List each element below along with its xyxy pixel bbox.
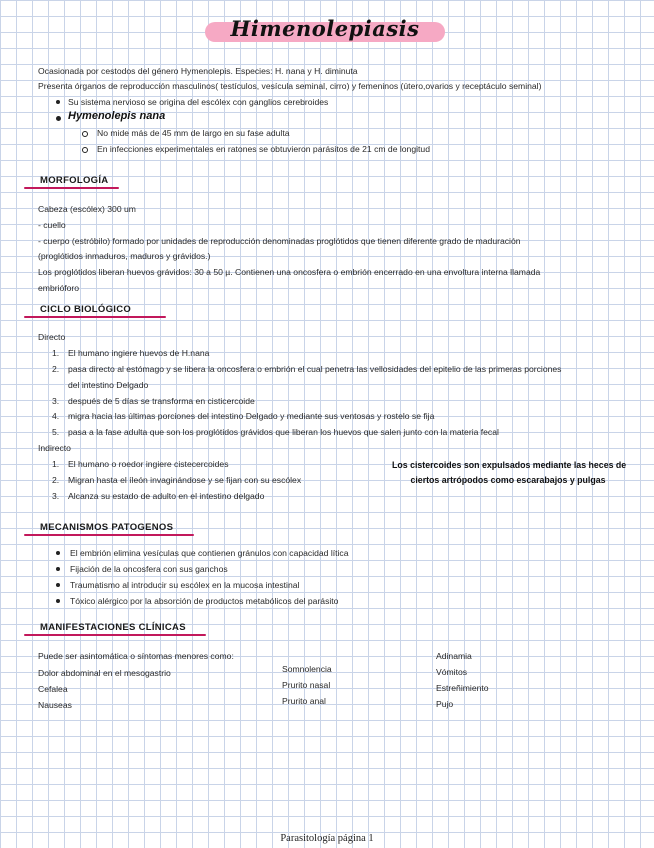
species-name: Hymenolepis nana [68, 110, 166, 122]
bullet-icon [56, 583, 60, 587]
species-sub-1: No mide más de 45 mm de largo en su fase adulta [97, 128, 290, 138]
sintoma-estrenimiento: Estreñimiento [436, 683, 489, 693]
page-footer: Parasitología página 1 [280, 833, 374, 844]
directo-step-1: El humano ingiere huevos de H.nana [68, 348, 210, 358]
step-number: 3. [52, 396, 60, 406]
bullet-icon [56, 599, 60, 603]
directo-step-2: pasa directo al estómago y se libera la oncosfera o embrión el cual penetra las vellosidades del epitelio de las primeras porciones [68, 364, 562, 374]
ciclo-note-line-1: Los cistercoides son expulsados mediante las heces de [392, 460, 627, 470]
heading-underline [24, 534, 194, 536]
step-number: 2. [52, 364, 60, 374]
sintoma-adinamia: Adinamia [436, 651, 472, 661]
mecanismo-1: El embrión elimina vesículas que contienen gránulos con capacidad lítica [70, 548, 349, 558]
heading-ciclo: CICLO BIOLÓGICO [40, 304, 132, 315]
mecanismo-3: Traumatismo al introducir su escólex en la mucosa intestinal [70, 580, 300, 590]
morfologia-line-5: Los proglótidos liberan huevos grávidos: 30 a 50 µ. Contienen una oncosfera o embrión encerrado en una envoltura interna llamada [38, 267, 541, 277]
bullet-icon [56, 116, 61, 121]
intro-line-2: Presenta órganos de reproducción masculinos( testículos, vesícula seminal, cirro) y femeninos (útero,ovarios y receptáculo seminal) [38, 81, 542, 91]
directo-step-5: pasa a la fase adulta que son los proglótidos grávidos que liberan los huevos que salen junto con la materia fecal [68, 427, 499, 437]
directo-step-3: después de 5 días se transforma en cisticercoide [68, 396, 255, 406]
sintoma-cefalea: Cefalea [38, 684, 68, 694]
morfologia-line-1: Cabeza (escólex) 300 um [38, 204, 136, 214]
sintoma-somnolencia: Somnolencia [282, 664, 332, 674]
sintoma-vomitos: Vómitos [436, 667, 468, 677]
step-number: 1. [52, 348, 60, 358]
mecanismo-4: Tóxico alérgico por la absorción de productos metabólicos del parásito [70, 596, 339, 606]
morfologia-line-2: - cuello [38, 220, 66, 230]
intro-line-1: Ocasionada por cestodos del género Hymenolepis. Especies: H. nana y H. diminuta [38, 66, 358, 76]
intro-bullet-1: Su sistema nervioso se origina del escólex con ganglios cerebroides [68, 97, 329, 107]
manifestaciones-intro: Puede ser asintomática o síntomas menores como: [38, 651, 234, 661]
indirecto-step-3: Alcanza su estado de adulto en el intestino delgado [68, 491, 265, 501]
step-number: 1. [52, 459, 60, 469]
page-title: Himenolepiasis [230, 16, 420, 41]
morfologia-line-4: (proglótidos inmaduros, maduros y grávidos.) [38, 251, 211, 261]
bullet-icon [56, 567, 60, 571]
morfologia-line-3: - cuerpo (estróbilo) formado por unidades de reproducción denominadas proglótidos que tienen diferente grado de maduración [38, 236, 521, 246]
heading-underline [24, 316, 166, 318]
morfologia-line-6: embrióforo [38, 283, 80, 293]
step-number: 5. [52, 427, 60, 437]
circle-bullet-icon [82, 147, 88, 153]
heading-underline [24, 634, 206, 636]
sintoma-prurito-nasal: Prurito nasal [282, 680, 331, 690]
indirecto-step-1: El humano o roedor ingiere cistecercoides [68, 459, 229, 469]
bullet-icon [56, 100, 60, 104]
heading-mecanismos: MECANISMOS PATOGENOS [40, 522, 174, 533]
directo-step-2-cont: del intestino Delgado [68, 380, 149, 390]
species-sub-2: En infecciones experimentales en ratones se obtuvieron parásitos de 21 cm de longitud [97, 144, 430, 154]
bullet-icon [56, 551, 60, 555]
sintoma-pujo: Pujo [436, 699, 454, 709]
heading-manifestaciones: MANIFESTACIONES CLÍNICAS [40, 622, 186, 633]
directo-step-4: migra hacia las últimas porciones del intestino Delgado y mediante sus ventosas y rostelo se fija [68, 411, 435, 421]
sintoma-nauseas: Nauseas [38, 700, 72, 710]
mecanismo-2: Fijación de la oncosfera con sus ganchos [70, 564, 228, 574]
ciclo-indirecto-label: Indirecto [38, 443, 71, 453]
sintoma-prurito-anal: Prurito anal [282, 696, 326, 706]
step-number: 3. [52, 491, 60, 501]
sintoma-dolor: Dolor abdominal en el mesogastrio [38, 668, 171, 678]
ciclo-directo-label: Directo [38, 332, 66, 342]
step-number: 2. [52, 475, 60, 485]
heading-morfologia: MORFOLOGÍA [40, 175, 109, 186]
step-number: 4. [52, 411, 60, 421]
circle-bullet-icon [82, 131, 88, 137]
heading-underline [24, 187, 119, 189]
ciclo-note-line-2: ciertos artrópodos como escarabajos y pulgas [410, 475, 606, 485]
indirecto-step-2: Migran hasta el íleón invaginándose y se fijan con su escólex [68, 475, 302, 485]
